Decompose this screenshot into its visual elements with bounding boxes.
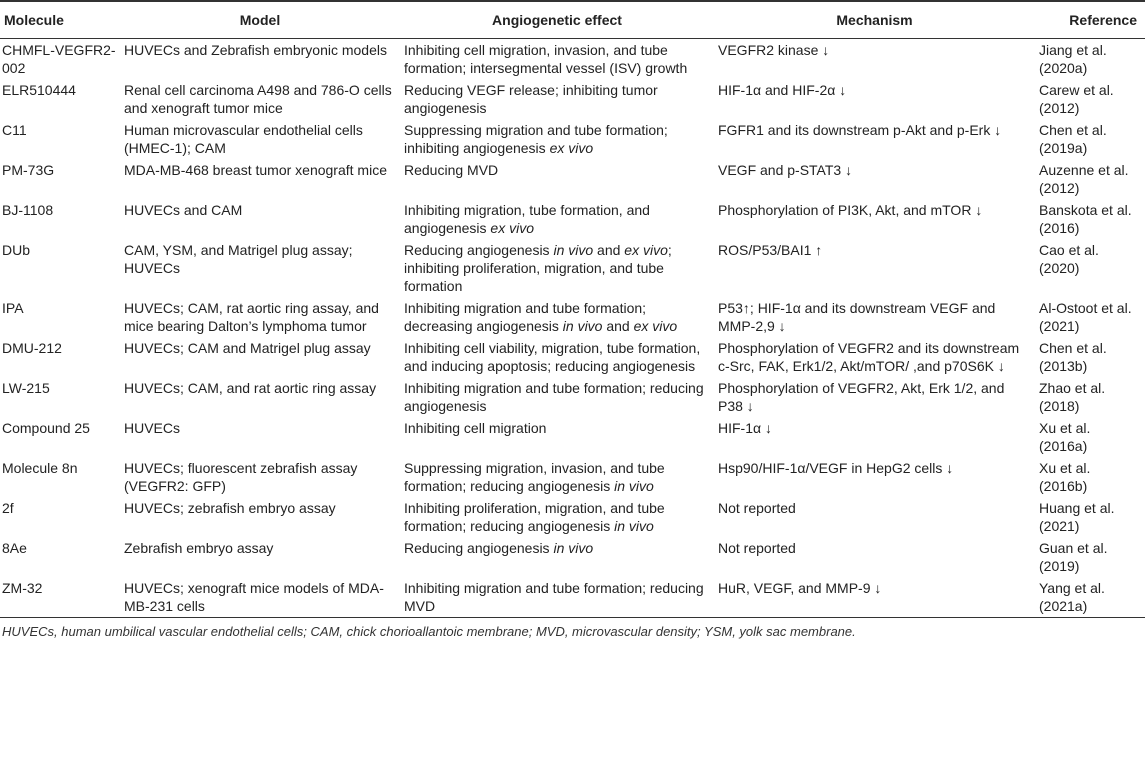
cell-angiogenetic-effect: Inhibiting cell viability, migration, tube formation, and inducing apoptosis; reducing angiogenesis [404,340,701,374]
effect-italic-text: ex vivo [633,318,678,334]
effect-italic-text: ex vivo [549,140,594,156]
cell-reference: Xu et al. (2016a) [1039,420,1091,454]
cell-reference: Jiang et al. (2020a) [1039,42,1107,76]
cell-model: HUVECs; CAM, rat aortic ring assay, and mice bearing Dalton’s lymphoma tumor [124,300,379,334]
cell-angiogenetic-effect: Inhibiting cell migration, invasion, and tube formation; intersegmental vessel (ISV) growth [404,42,688,76]
cell-molecule: ELR510444 [2,82,76,98]
cell-reference: Carew et al. (2012) [1039,82,1114,116]
effect-italic-text: in vivo [553,540,594,556]
effect-italic-text: ex vivo [624,242,668,258]
effect-text: Suppressing migration and tube formation; inhibiting angiogenesis [404,122,668,156]
cell-model: HUVECs and CAM [124,202,243,218]
effect-italic-text: in vivo [553,242,594,258]
cell-mechanism: Phosphorylation of PI3K, Akt, and mTOR ↓ [718,202,983,218]
table-body [0,39,1145,618]
effect-italic-text: in vivo [614,518,654,534]
cell-molecule: 8Ae [2,540,27,556]
header-molecule: Molecule [0,1,120,39]
table-row [0,297,1145,337]
cell-reference: Guan et al. (2019) [1039,540,1108,574]
cell-angiogenetic-effect [400,239,714,297]
effect-italic-text: in vivo [562,318,603,334]
effect-text: and [602,318,634,334]
header-reference: Reference [1035,1,1145,39]
cell-model: Human microvascular endothelial cells (HMEC-1); CAM [124,122,363,156]
table-row [0,457,1145,497]
cell-molecule: Compound 25 [2,420,90,436]
table-row [0,337,1145,377]
cell-reference: Xu et al. (2016b) [1039,460,1091,494]
cell-mechanism: HuR, VEGF, and MMP-9 ↓ [714,577,1035,618]
cell-angiogenetic-effect [400,497,714,537]
cell-mechanism: FGFR1 and its downstream p-Akt and p-Erk ↓ [718,122,1002,138]
cell-model: HUVECs; CAM and Matrigel plug assay [124,340,371,356]
cell-mechanism: HIF-1α and HIF-2α ↓ [718,82,847,98]
cell-model: Zebrafish embryo assay [124,540,274,556]
table-row [0,417,1145,457]
cell-mechanism: Not reported [718,540,796,556]
effect-text: ; inhibiting proliferation, migration, and tube formation [404,242,672,294]
table-row [0,39,1145,80]
cell-reference: Chen et al. (2013b) [1039,340,1107,374]
cell-reference: Zhao et al. (2018) [1039,380,1106,414]
table-row [0,159,1145,199]
cell-molecule: IPA [2,300,24,316]
table-row [0,79,1145,119]
cell-mechanism: HIF-1α ↓ [718,420,772,436]
effect-italic-text: ex vivo [490,220,534,236]
cell-model: CAM, YSM, and Matrigel plug assay; HUVECs [124,242,353,276]
table-row [0,239,1145,297]
cell-molecule: 2f [2,500,14,516]
header-model: Model [120,1,400,39]
cell-mechanism: VEGF and p-STAT3 ↓ [718,162,853,178]
cell-model: HUVECs; CAM, and rat aortic ring assay [124,380,377,396]
cell-angiogenetic-effect: Inhibiting cell migration [404,420,547,436]
effect-text: Inhibiting migration and tube formation; decreasing angiogenesis [404,300,647,334]
cell-reference: Chen et al. (2019a) [1039,122,1107,156]
cell-reference: Yang et al. (2021a) [1035,577,1145,618]
table-row [0,537,1145,577]
cell-angiogenetic-effect [400,297,714,337]
cell-molecule: BJ-1108 [2,202,54,218]
cell-angiogenetic-effect [400,199,714,239]
cell-molecule: DUb [2,242,31,258]
cell-angiogenetic-effect [400,457,714,497]
cell-reference: Cao et al. (2020) [1039,242,1099,276]
header-angiogenetic-effect: Angiogenetic effect [400,1,714,39]
cell-molecule: ZM-32 [0,577,120,618]
effect-italic-text: in vivo [614,478,654,494]
cell-molecule: CHMFL-VEGFR2-002 [2,42,116,76]
header-mechanism: Mechanism [714,1,1035,39]
effect-text: Inhibiting proliferation, migration, and tube formation; reducing angiogenesis [404,500,665,534]
cell-reference: Auzenne et al. (2012) [1039,162,1129,196]
cell-reference: Al-Ostoot et al. (2021) [1039,300,1132,334]
cell-mechanism: Phosphorylation of VEGFR2 and its downstream c-Src, FAK, Erk1/2, Akt/mTOR/ ,and p70S6K ↓ [718,340,1020,374]
cell-model: HUVECs and Zebrafish embryonic models [124,42,387,58]
cell-molecule: C11 [2,122,27,138]
table-row [0,497,1145,537]
cell-angiogenetic-effect: Inhibiting migration and tube formation; reducing angiogenesis [404,380,704,414]
cell-model: MDA-MB-468 breast tumor xenograft mice [124,162,387,178]
cell-angiogenetic-effect: Reducing MVD [404,162,499,178]
table-footnote: HUVECs, human umbilical vascular endothelial cells; CAM, chick chorioallantoic membrane; MVD, microvascular density; YSM, yolk sac membrane. [2,624,856,639]
cell-angiogenetic-effect: Reducing VEGF release; inhibiting tumor angiogenesis [404,82,658,116]
header-row [0,1,1145,39]
cell-model: Renal cell carcinoma A498 and 786-O cells and xenograft tumor mice [124,82,392,116]
table-row [0,199,1145,239]
cell-model: HUVECs [124,420,181,436]
cell-model: HUVECs; fluorescent zebrafish assay (VEGFR2: GFP) [124,460,358,494]
cell-model: HUVECs; xenograft mice models of MDA-MB-231 cells [120,577,400,618]
cell-molecule: Molecule 8n [2,460,78,476]
cell-reference: Huang et al. (2021) [1039,500,1115,534]
effect-text: and [593,242,625,258]
effect-text: Reducing angiogenesis [404,242,554,258]
table-row [0,377,1145,417]
cell-molecule: PM-73G [2,162,55,178]
cell-molecule: LW-215 [2,380,50,396]
cell-molecule: DMU-212 [2,340,62,356]
cell-mechanism: Hsp90/HIF-1α/VEGF in HepG2 cells ↓ [718,460,954,476]
table-row [0,119,1145,159]
cell-angiogenetic-effect: Inhibiting migration and tube formation; reducing MVD [400,577,714,618]
cell-angiogenetic-effect [400,119,714,159]
cell-mechanism: ROS/P53/BAI1 ↑ [718,242,823,258]
table-row [0,577,1145,618]
effect-text: Inhibiting migration, tube formation, and angiogenesis [404,202,650,236]
cell-model: HUVECs; zebrafish embryo assay [124,500,336,516]
effect-text: Suppressing migration, invasion, and tube formation; reducing angiogenesis [404,460,665,494]
cell-mechanism: Not reported [718,500,796,516]
cell-angiogenetic-effect [400,537,714,577]
cell-reference: Banskota et al. (2016) [1039,202,1132,236]
cell-mechanism: Phosphorylation of VEGFR2, Akt, Erk 1/2, and P38 ↓ [718,380,1005,414]
effect-text: Reducing angiogenesis [404,540,554,556]
table-header [0,1,1145,39]
cell-mechanism: P53↑; HIF-1α and its downstream VEGF and MMP-2,9 ↓ [718,300,996,334]
cell-mechanism: VEGFR2 kinase ↓ [718,42,830,58]
